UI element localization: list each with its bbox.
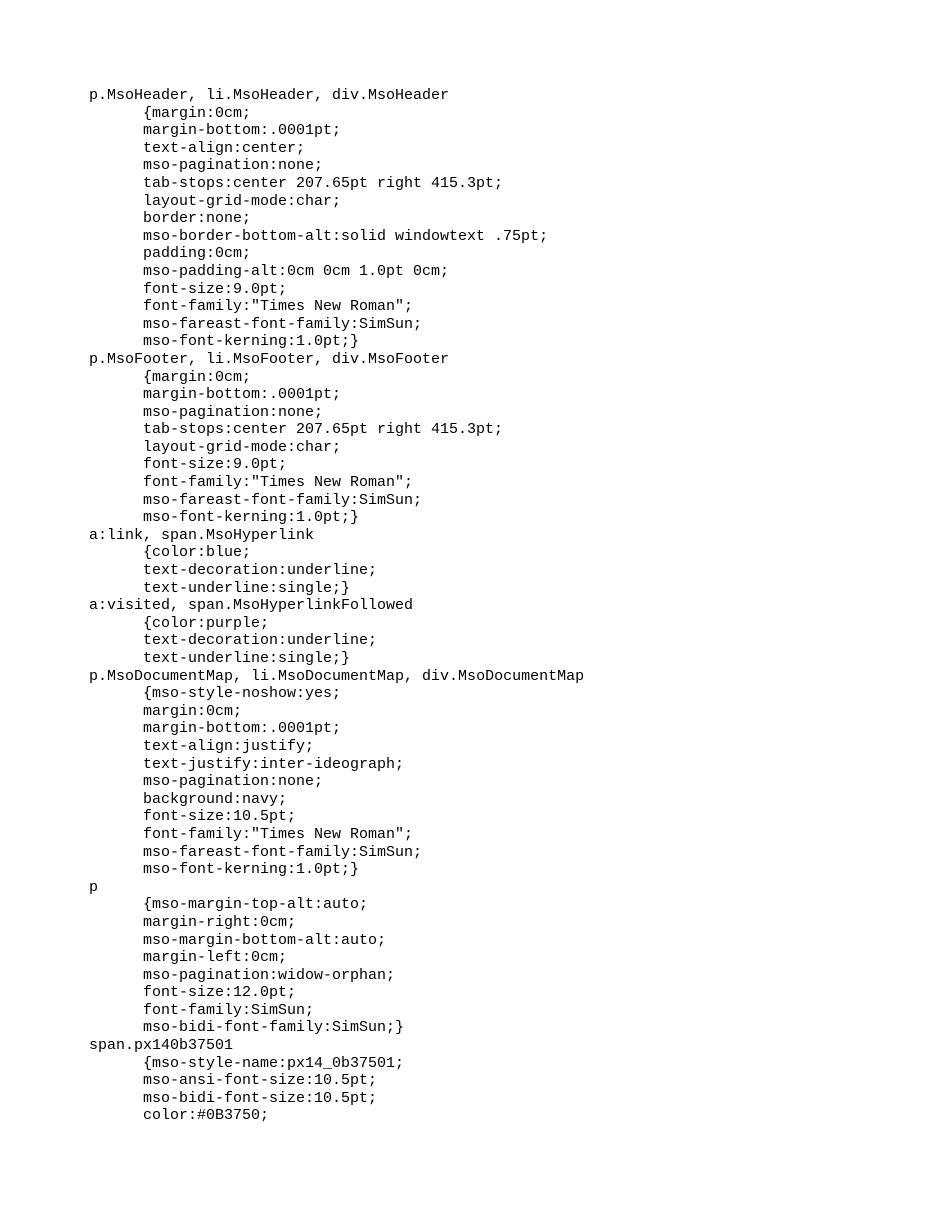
css-declaration-line: layout-grid-mode:char; (143, 438, 342, 456)
css-declaration-line: text-underline:single;} (143, 650, 351, 667)
css-declaration-line: text-decoration:underline; (143, 562, 378, 580)
css-declaration-line: mso-pagination:widow-orphan; (143, 966, 396, 984)
css-declaration-line: mso-font-kerning:1.0pt;} (143, 509, 360, 527)
css-declaration-line: text-align:center; (143, 139, 306, 157)
css-declaration-line: font-size:9.0pt; (143, 456, 288, 474)
css-declaration-line: margin-bottom:.0001pt; (143, 386, 342, 404)
css-selector-line: a:link, span.MsoHyperlink (89, 526, 315, 544)
css-declaration-line: tab-stops:center 207.65pt right 415.3pt; (143, 421, 504, 439)
css-selector-line: p (89, 878, 99, 896)
css-declaration-line: {color:purple; (143, 614, 270, 632)
css-declaration-line: mso-padding-alt:0cm 0cm 1.0pt 0cm; (143, 262, 450, 280)
css-declaration-line: mso-font-kerning:1.0pt;} (143, 861, 360, 879)
css-declaration-line: mso-bidi-font-family:SimSun;} (143, 1019, 405, 1037)
css-declaration-line: mso-pagination:none; (143, 773, 324, 791)
css-declaration-line: text-align:justify; (143, 737, 315, 755)
css-declaration-line: margin-bottom:.0001pt; (143, 122, 342, 140)
css-selector-line: span.px140b37501 (89, 1037, 234, 1055)
css-declaration-line: {margin:0cm; (143, 368, 252, 386)
css-declaration-line: border:none; (143, 210, 252, 228)
css-declaration-line: background:navy; (143, 790, 288, 808)
css-declaration-line: mso-font-kerning:1.0pt;} (143, 333, 360, 351)
css-declaration-line: {margin:0cm; (143, 104, 252, 122)
css-declaration-line: font-family:"Times New Roman"; (143, 825, 414, 843)
css-declaration-line: margin-left:0cm; (143, 949, 288, 967)
css-source-text (89, 87, 584, 1125)
css-declaration-line: {mso-margin-top-alt:auto; (143, 896, 369, 914)
css-declaration-line: tab-stops:center 207.65pt right 415.3pt; (143, 174, 504, 192)
css-declaration-line: layout-grid-mode:char; (143, 192, 342, 210)
css-declaration-line: font-size:12.0pt; (143, 984, 297, 1002)
css-declaration-line: font-family:"Times New Roman"; (143, 474, 414, 492)
css-declaration-line: mso-bidi-font-size:10.5pt; (143, 1089, 378, 1107)
css-declaration-line: mso-fareast-font-family:SimSun; (143, 491, 423, 509)
css-declaration-line: {color:blue; (143, 544, 252, 562)
css-declaration-line: text-justify:inter-ideograph; (143, 755, 405, 773)
css-declaration-line: text-decoration:underline; (143, 632, 378, 650)
css-selector-line: p.MsoFooter, li.MsoFooter, div.MsoFooter (89, 350, 450, 368)
css-declaration-line: mso-ansi-font-size:10.5pt; (143, 1072, 378, 1090)
css-declaration-line: font-size:9.0pt; (143, 280, 288, 298)
css-declaration-line: text-underline:single;} (143, 579, 351, 597)
css-declaration-line: mso-margin-bottom-alt:auto; (143, 931, 387, 949)
css-selector-line: p.MsoHeader, li.MsoHeader, div.MsoHeader (89, 87, 450, 104)
css-declaration-line: {mso-style-name:px14_0b37501; (143, 1054, 405, 1072)
css-declaration-line: padding:0cm; (143, 245, 252, 263)
css-declaration-line: mso-pagination:none; (143, 403, 324, 421)
css-declaration-line: margin:0cm; (143, 702, 243, 720)
css-declaration-line: color:#0B3750; (143, 1107, 270, 1125)
css-declaration-line: mso-fareast-font-family:SimSun; (143, 843, 423, 861)
css-declaration-line: margin-right:0cm; (143, 913, 297, 931)
css-declaration-line: {mso-style-noshow:yes; (143, 685, 342, 703)
css-declaration-line: font-size:10.5pt; (143, 808, 297, 826)
css-selector-line: p.MsoDocumentMap, li.MsoDocumentMap, div.MsoDocumentMap (89, 667, 585, 685)
css-declaration-line: font-family:SimSun; (143, 1001, 315, 1019)
css-selector-line: a:visited, span.MsoHyperlinkFollowed (89, 597, 414, 615)
css-declaration-line: mso-border-bottom-alt:solid windowtext .75pt; (143, 227, 549, 245)
css-declaration-line: margin-bottom:.0001pt; (143, 720, 342, 738)
css-declaration-line: font-family:"Times New Roman"; (143, 298, 414, 316)
css-declaration-line: mso-pagination:none; (143, 157, 324, 175)
css-declaration-line: mso-fareast-font-family:SimSun; (143, 315, 423, 333)
